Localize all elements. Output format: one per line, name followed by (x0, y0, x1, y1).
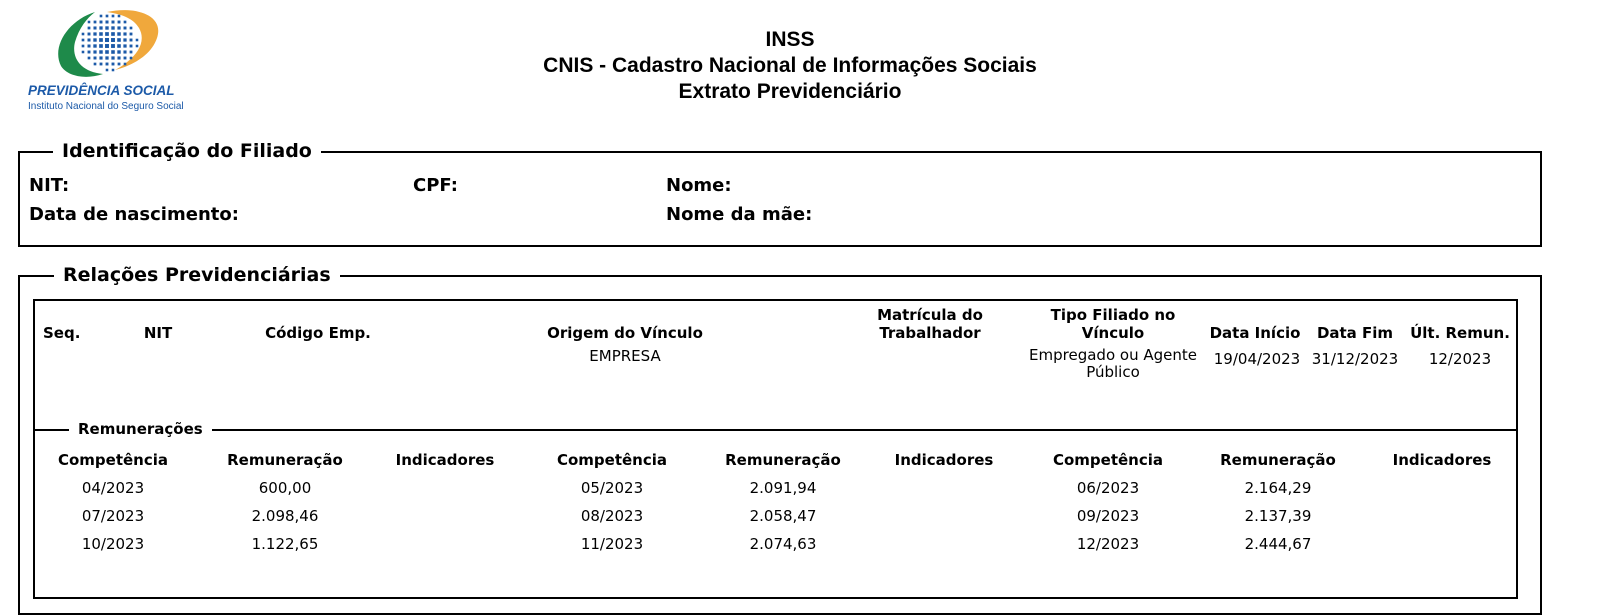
rem-col-header: Remuneração (725, 451, 841, 469)
nome-label: Nome: (666, 175, 732, 196)
remuneracoes-title: Remunerações (69, 420, 212, 438)
origem-value: EMPRESA (589, 347, 661, 365)
rem-col-header: Competência (556, 451, 668, 469)
rem-cell: 11/2023 (580, 535, 644, 553)
rem-cell: 12/2023 (1076, 535, 1140, 553)
col-matricula-header (850, 306, 1010, 342)
col-matricula-header-line1: Matrícula do (877, 306, 983, 324)
rem-cell: 2.098,46 (251, 507, 319, 525)
col-matricula-header-line2: Trabalhador (879, 324, 981, 342)
col-tipo-header (1023, 306, 1203, 342)
rem-cell: 07/2023 (81, 507, 145, 525)
rem-col-header: Indicadores (894, 451, 994, 469)
rem-cell: 2.091,94 (749, 479, 817, 497)
data-inicio-value: 19/04/2023 (1213, 350, 1301, 368)
tipo-value-line1: Empregado ou Agente (1029, 346, 1197, 364)
rem-cell: 08/2023 (580, 507, 644, 525)
col-tipo-header-line2: Vínculo (1081, 324, 1145, 342)
relacoes-title: Relações Previdenciárias (54, 264, 340, 286)
rem-cell: 2.058,47 (749, 507, 817, 525)
rem-cell: 2.444,67 (1244, 535, 1312, 553)
rem-col-header: Remuneração (1220, 451, 1336, 469)
rem-cell: 05/2023 (580, 479, 644, 497)
tipo-value-line2: Público (1086, 363, 1140, 381)
rem-cell: 600,00 (258, 479, 312, 497)
col-origem-header: Origem do Vínculo (547, 324, 703, 342)
rem-cell: 1.122,65 (251, 535, 319, 553)
identificacao-box (18, 151, 1542, 247)
previdencia-logo-icon (55, 8, 163, 80)
rem-col-header: Competência (57, 451, 169, 469)
data-nascimento-label: Data de nascimento: (29, 204, 239, 225)
col-tipo-header-line1: Tipo Filiado no (1050, 306, 1176, 324)
data-fim-value: 31/12/2023 (1311, 350, 1399, 368)
tipo-value (1023, 347, 1203, 381)
vinculo-box (33, 299, 1518, 599)
col-ult-remun-header: Últ. Remun. (1410, 324, 1510, 342)
cpf-label: CPF: (413, 175, 458, 196)
rem-cell: 2.164,29 (1244, 479, 1312, 497)
header-title: INSS (765, 28, 815, 51)
logo-subtitle: Instituto Nacional do Seguro Social (28, 101, 184, 112)
nit-label: NIT: (29, 175, 70, 196)
col-fim-header: Data Fim (1316, 324, 1394, 342)
rem-col-header: Indicadores (1392, 451, 1492, 469)
rem-cell: 2.137,39 (1244, 507, 1312, 525)
identificacao-title: Identificação do Filiado (53, 140, 321, 162)
col-seq-header: Seq. (43, 324, 81, 342)
rem-col-header: Competência (1052, 451, 1164, 469)
rem-cell: 10/2023 (81, 535, 145, 553)
nome-mae-label: Nome da mãe: (666, 204, 813, 225)
rem-cell: 09/2023 (1076, 507, 1140, 525)
header-document-name: Extrato Previdenciário (678, 80, 902, 103)
ult-remun-value: 12/2023 (1428, 350, 1492, 368)
rem-col-header: Indicadores (395, 451, 495, 469)
rem-col-header: Remuneração (227, 451, 343, 469)
rem-cell: 06/2023 (1076, 479, 1140, 497)
logo-name: PREVIDÊNCIA SOCIAL (28, 83, 175, 98)
col-codigo-header: Código Emp. (265, 324, 371, 342)
remuneracoes-divider (34, 429, 1517, 431)
rem-cell: 04/2023 (81, 479, 145, 497)
rem-cell: 2.074,63 (749, 535, 817, 553)
header-subtitle: CNIS - Cadastro Nacional de Informações Sociais (543, 54, 1037, 77)
col-inicio-header: Data Início (1209, 324, 1301, 342)
col-nit-header: NIT (143, 324, 173, 342)
